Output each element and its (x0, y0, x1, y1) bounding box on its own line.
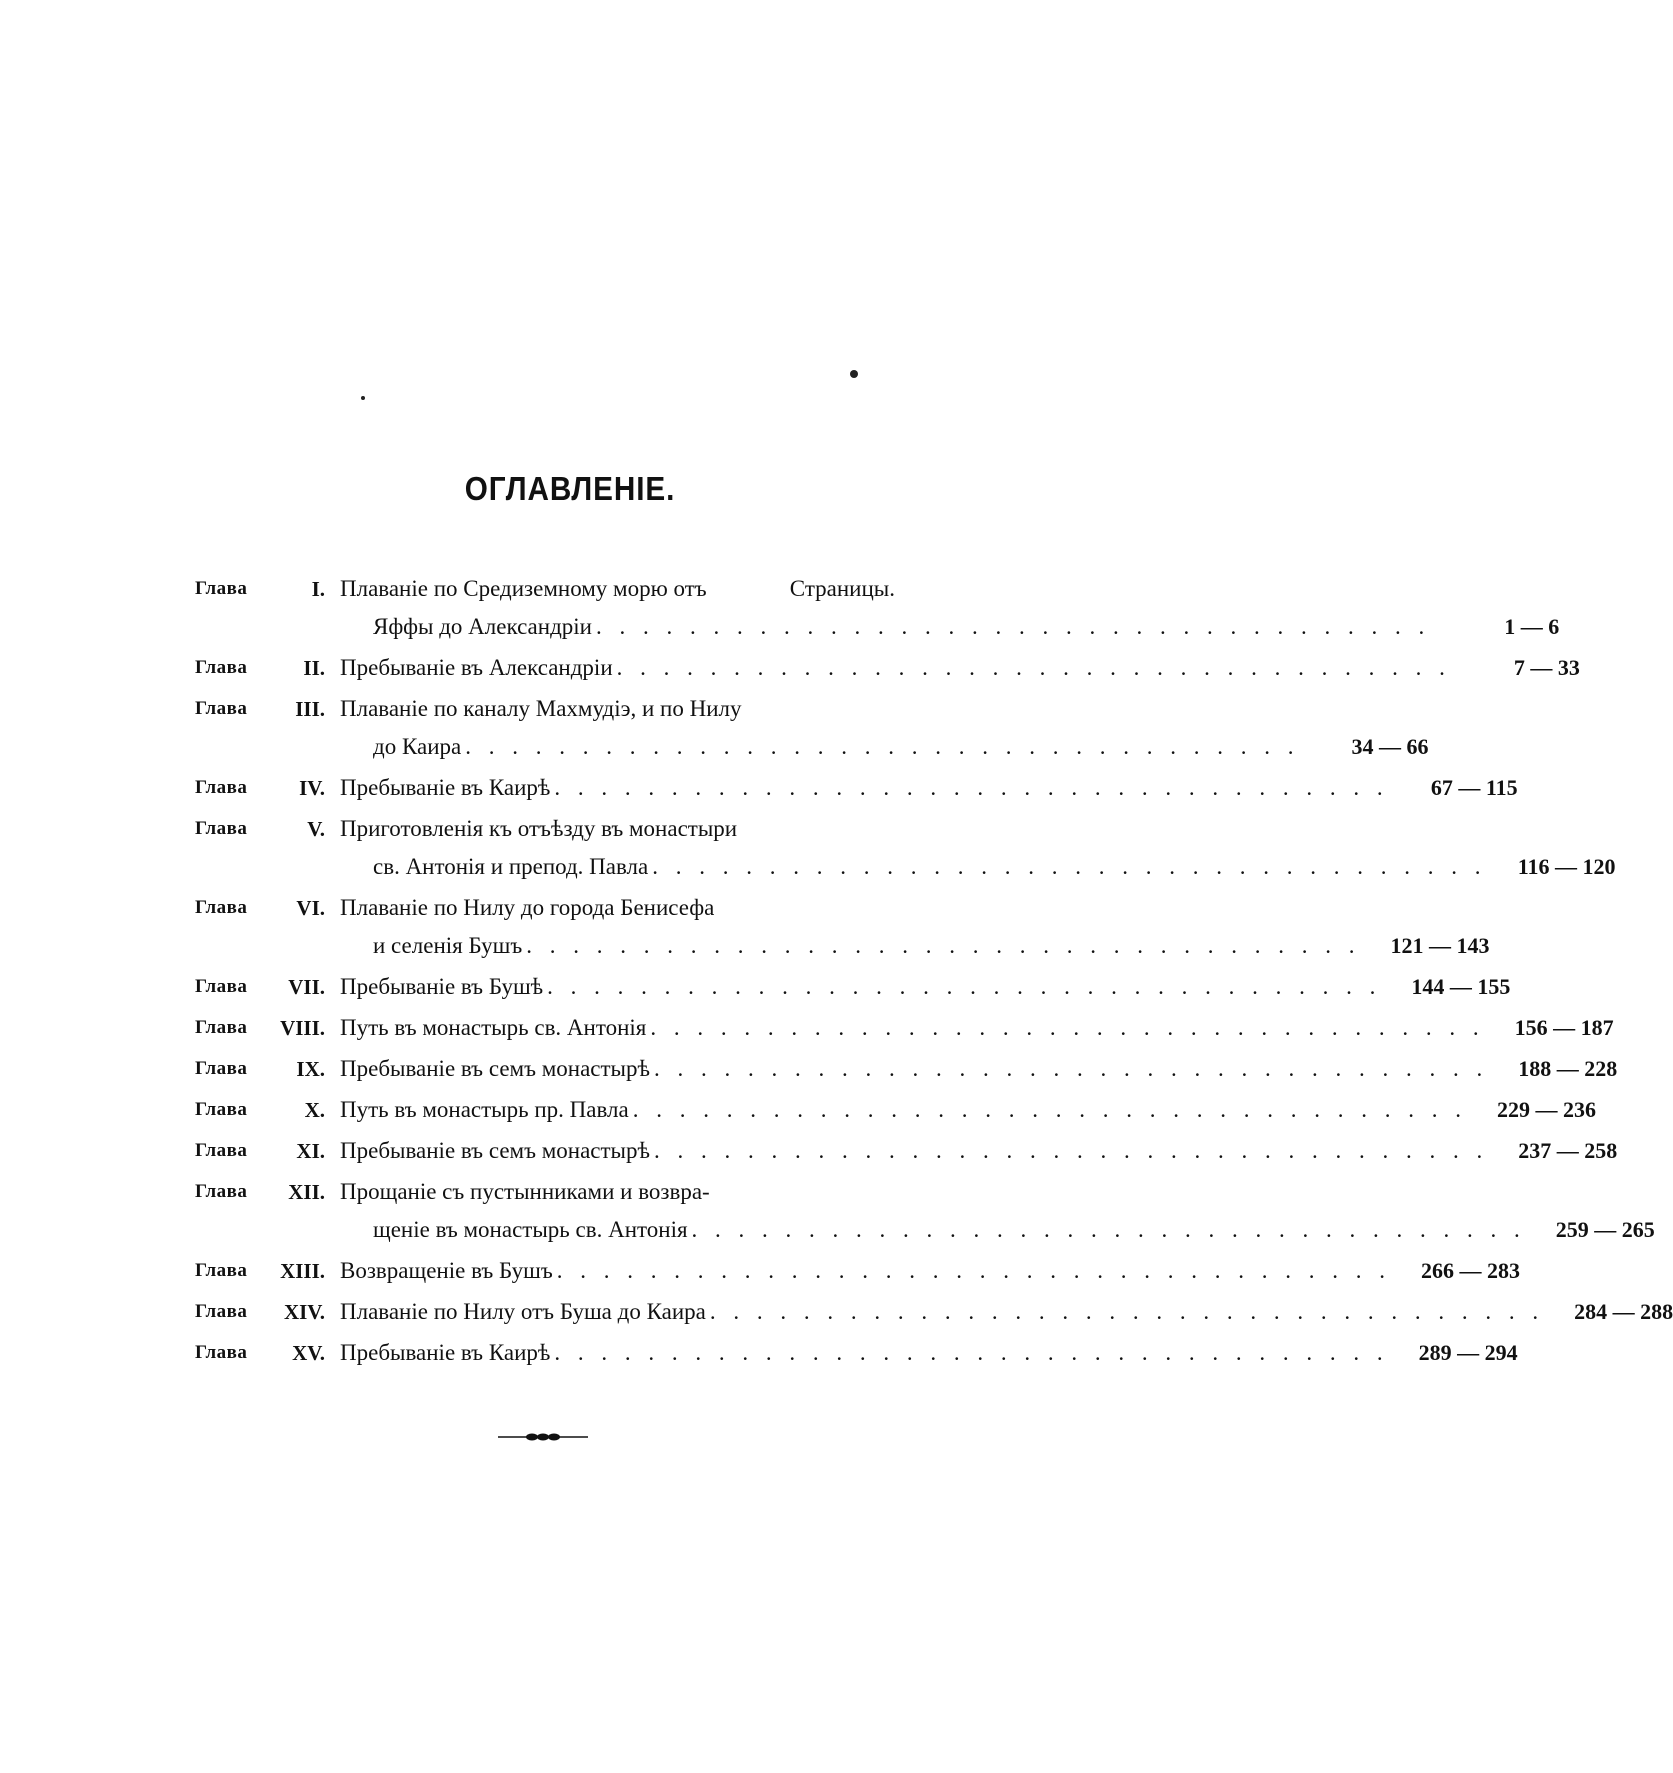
chapter-number: XI. (296, 1139, 325, 1163)
toc-line (195, 1050, 1618, 1088)
chapter-title: Плаванiе по каналу Махмудiэ, и по Нилу (340, 696, 742, 721)
toc-line (195, 1132, 1618, 1170)
leader-dots: . . . . . . . . . . . . . . . . . . . . . . . . . . . . . . . . . . . . (616, 655, 1451, 680)
chapter-title: до Каира (373, 734, 462, 759)
chapter-entry (340, 1091, 1596, 1129)
page-range: 121 — 143 (1390, 933, 1490, 958)
chapter-title: Путь въ монастырь пр. Павла (340, 1097, 629, 1122)
toc-line (195, 728, 1429, 766)
chapter-entry (373, 848, 1616, 886)
chapter-number: XIII. (280, 1259, 325, 1283)
chapter-entry (373, 608, 1560, 646)
toc-line (195, 1334, 1518, 1372)
chapter-entry (340, 769, 1518, 807)
chapter-title: св. Антонiя и препод. Павла (373, 854, 649, 879)
chapter-title: Пребыванiе въ Каирѣ (340, 1340, 551, 1365)
chapter-number: VI. (296, 896, 325, 920)
chapter-entry (373, 927, 1490, 965)
chapter-title: Яффы до Александрiи (373, 614, 592, 639)
chapter-title: Пребыванiе въ Александрiи (340, 655, 613, 680)
chapter-title: Пребыванiе въ Бушѣ (340, 974, 544, 999)
chapter-label: Глава (195, 578, 248, 599)
toc-line (195, 810, 895, 848)
page-range: 266 — 283 (1421, 1258, 1520, 1283)
page-range: 188 — 228 (1518, 1056, 1618, 1081)
toc-line (195, 1009, 1614, 1047)
page-range: 144 — 155 (1411, 974, 1511, 999)
page-range: 7 — 33 (1513, 655, 1580, 680)
toc-line (195, 608, 1560, 646)
chapter-title: Пребыванiе въ Каирѣ (340, 775, 551, 800)
chapter-number: VIII. (280, 1016, 325, 1040)
chapter-entry (373, 1211, 1655, 1249)
leader-dots: . . . . . . . . . . . . . . . . . . . . . . . . . . . . . . . . . . . . (632, 1097, 1467, 1122)
chapter-number: IX. (296, 1057, 325, 1081)
leader-dots: . . . . . . . . . . . . . . . . . . . . . . . . . . . . . . . . . . . . (691, 1217, 1526, 1242)
chapter-entry (340, 1050, 1618, 1088)
chapter-entry (340, 968, 1511, 1006)
chapter-title: Прощанiе съ пустынниками и возвра- (340, 1179, 710, 1204)
pages-header: Страницы. (789, 576, 895, 601)
ornament-divider-icon (498, 1432, 588, 1442)
chapter-number: III. (295, 697, 325, 721)
toc-line (195, 889, 895, 927)
toc-line (195, 848, 1616, 886)
page-range: 34 — 66 (1351, 734, 1429, 759)
leader-dots: . . . . . . . . . . . . . . . . . . . . . . . . . . . . . . . . . . . . (554, 775, 1389, 800)
toc-line (195, 968, 1511, 1006)
chapter-entry (340, 889, 895, 927)
chapter-entry (340, 1173, 895, 1211)
chapter-number: XIV. (283, 1300, 325, 1324)
toc-line (195, 927, 1490, 965)
page-title: ОГЛАВЛЕНIЕ. (464, 470, 676, 507)
chapter-label: Глава (195, 1301, 248, 1322)
chapter-title: щенiе въ монастырь св. Антонiя (373, 1217, 688, 1242)
leader-dots: . . . . . . . . . . . . . . . . . . . . . . . . . . . . . . . . . . . . (554, 1340, 1389, 1365)
toc-line (195, 1293, 1673, 1331)
chapter-entry (340, 649, 1580, 687)
chapter-title: Пребыванiе въ семъ монастырѣ (340, 1056, 650, 1081)
chapter-entry (373, 728, 1429, 766)
toc-line (195, 1252, 1520, 1290)
chapter-label: Глава (195, 777, 248, 798)
chapter-number: I. (311, 577, 325, 601)
chapter-title: Плаванiе по Нилу до города Бенисефа (340, 895, 715, 920)
chapter-number: XV. (292, 1341, 325, 1365)
page-range: 1 — 6 (1504, 614, 1560, 639)
chapter-label: Глава (195, 818, 248, 839)
chapter-title: Возвращенiе въ Бушъ (340, 1258, 553, 1283)
chapter-number: IV. (299, 776, 325, 800)
chapter-number: X. (304, 1098, 325, 1122)
toc-line (195, 690, 895, 728)
chapter-title: Пребыванiе въ семъ монастырѣ (340, 1138, 650, 1163)
chapter-label: Глава (195, 1140, 248, 1161)
leader-dots: . . . . . . . . . . . . . . . . . . . . . . . . . . . . . . . . . . . . (465, 734, 1300, 759)
chapter-entry (340, 1009, 1614, 1047)
chapter-label: Глава (195, 1260, 248, 1281)
chapter-number: V. (307, 817, 325, 841)
chapter-label: Глава (195, 1181, 248, 1202)
chapter-entry (340, 810, 895, 848)
leader-dots: . . . . . . . . . . . . . . . . . . . . . . . . . . . . . . . . . . . . (652, 854, 1487, 879)
page-range: 237 — 258 (1518, 1138, 1618, 1163)
page-range: 229 — 236 (1496, 1097, 1596, 1122)
table-of-contents (195, 570, 1673, 1375)
chapter-label: Глава (195, 1017, 248, 1038)
chapter-entry (340, 690, 895, 728)
leader-dots: . . . . . . . . . . . . . . . . . . . . . . . . . . . . . . . . . . . . (654, 1056, 1489, 1081)
leader-dots: . . . . . . . . . . . . . . . . . . . . . . . . . . . . . . . . . . . . (650, 1015, 1485, 1040)
toc-line (195, 769, 1518, 807)
leader-dots: . . . . . . . . . . . . . . . . . . . . . . . . . . . . . . . . . . . . (547, 974, 1382, 999)
leader-dots: . . . . . . . . . . . . . . . . . . . . . . . . . . . . . . . . . . . . (595, 614, 1431, 639)
chapter-title: Плаванiе по Средиземному морю отъ (340, 576, 707, 601)
leader-dots: . . . . . . . . . . . . . . . . . . . . . . . . . . . . . . . . . . . . (526, 933, 1361, 958)
toc-line (195, 649, 1580, 687)
page-range: 259 — 265 (1555, 1217, 1655, 1242)
page-range: 156 — 187 (1514, 1015, 1614, 1040)
ink-speck (361, 396, 365, 400)
toc-line (195, 1091, 1596, 1129)
chapter-entry (340, 1132, 1618, 1170)
chapter-label: Глава (195, 1099, 248, 1120)
chapter-label: Глава (195, 976, 248, 997)
chapter-title: Приготовленiя къ отъѣзду въ монастыри (340, 816, 738, 841)
chapter-number: VII. (288, 975, 325, 999)
chapter-entry (340, 1293, 1673, 1331)
toc-line (195, 570, 895, 608)
chapter-label: Глава (195, 657, 248, 678)
page-range: 116 — 120 (1517, 854, 1616, 879)
chapter-title: Путь въ монастырь св. Антонiя (340, 1015, 647, 1040)
leader-dots: . . . . . . . . . . . . . . . . . . . . . . . . . . . . . . . . . . . . (654, 1138, 1489, 1163)
chapter-label: Глава (195, 897, 248, 918)
chapter-label: Глава (195, 1058, 248, 1079)
toc-line (195, 1211, 1655, 1249)
leader-dots: . . . . . . . . . . . . . . . . . . . . . . . . . . . . . . . . . . . . (709, 1299, 1545, 1324)
leader-dots: . . . . . . . . . . . . . . . . . . . . . . . . . . . . . . . . . . . . (556, 1258, 1391, 1283)
chapter-entry (340, 1334, 1518, 1372)
page-range: 67 — 115 (1430, 775, 1518, 800)
chapter-entry (340, 1252, 1520, 1290)
chapter-entry (340, 570, 760, 608)
chapter-label: Глава (195, 1342, 248, 1363)
chapter-number: XII. (288, 1180, 325, 1204)
chapter-number: II. (303, 656, 325, 680)
page-range: 284 — 288 (1574, 1299, 1673, 1324)
ink-speck (850, 370, 858, 378)
toc-line (195, 1173, 895, 1211)
chapter-title: Плаванiе по Нилу отъ Буша до Каира (340, 1299, 706, 1324)
chapter-title: и селенiя Бушъ (373, 933, 523, 958)
page-range: 289 — 294 (1418, 1340, 1518, 1365)
chapter-label: Глава (195, 698, 248, 719)
